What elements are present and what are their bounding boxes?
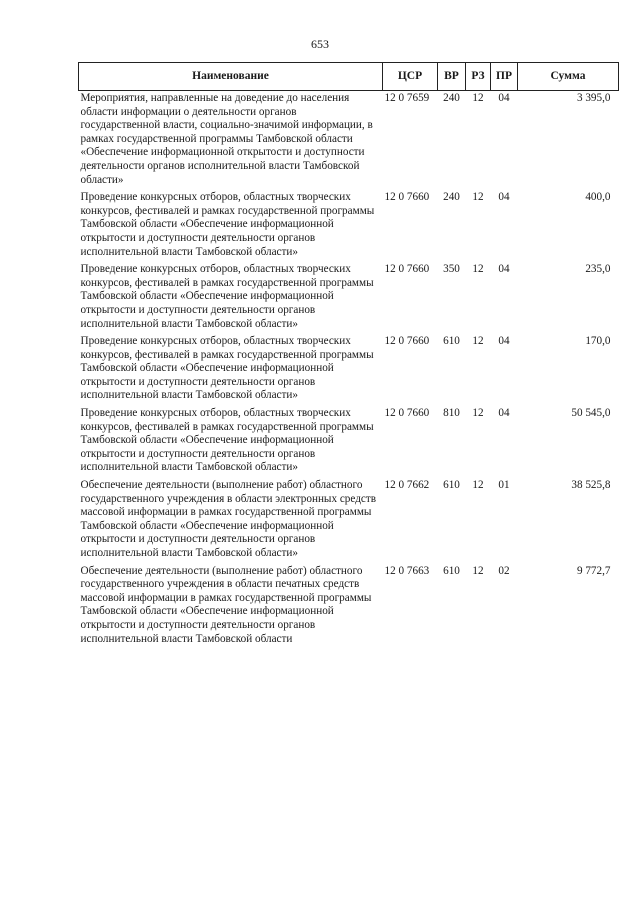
row-csr: 12 0 7660 [384,407,430,420]
row-name: Проведение конкурсных отборов, областных творческих конкурсов, фестивалей в рамках государственной программы Тамбовской области «Обеспечение информационной открытости и доступности деятельности органов исполнительной власти Тамбовской области» [80,335,374,402]
row-pr: 02 [498,564,510,577]
row-pr: 04 [498,335,510,348]
header-vr: ВР [438,63,466,91]
row-name: Обеспечение деятельности (выполнение работ) областного государственного учреждения в области печатных средств массовой информации в рамках государственной программы Тамбовской области «Обеспечение информационной открытости и доступности деятельности органов исполнительной власти Тамбовской области [80,564,372,645]
row-sum: 3 395,0 [576,92,611,104]
budget-table [78,62,619,649]
table-row [79,334,619,406]
page-number: 653 [311,37,329,51]
row-sum: 38 525,8 [571,479,611,492]
row-csr: 12 0 7659 [384,92,430,104]
header-csr: ЦСР [383,63,438,91]
row-csr: 12 0 7660 [384,335,430,348]
header-name: Наименование [79,63,383,91]
table-row [79,91,619,191]
row-name: Мероприятия, направленные на доведение до населения области информации о деятельности органов государственной власти, социально-значимой информации, в рамках государственной программы Тамбовской области «Обеспечение информационной открытости и доступности деятельности органов исполнительной власти Тамбовской области» [80,92,373,186]
row-vr: 610 [443,564,460,577]
row-pr: 04 [498,407,510,420]
header-rz: РЗ [466,63,491,91]
row-name: Обеспечение деятельности (выполнение работ) областного государственного учреждения в области электронных средств массовой информации в рамках государственной программы Тамбовской области «Обеспечение информационной открытости и доступности деятельности органов исполнительной власти Тамбовской области» [80,479,377,559]
row-rz: 12 [472,191,484,204]
row-rz: 12 [472,92,484,104]
table-row [79,262,619,334]
row-pr: 04 [498,263,510,276]
row-name: Проведение конкурсных отборов, областных творческих конкурсов, фестивалей и рамках государственной программы Тамбовской области «Обеспечение информационной открытости и доступности деятельности органов исполнительной власти Тамбовской области» [80,191,375,258]
table-row [79,406,619,478]
header-sum: Сумма [518,63,619,91]
row-rz: 12 [472,335,484,348]
table-row [79,564,619,650]
row-csr: 12 0 7662 [384,479,430,492]
row-sum: 170,0 [585,335,611,348]
row-name: Проведение конкурсных отборов, областных творческих конкурсов, фестивалей в рамках государственной программы Тамбовской области «Обеспечение информационной открытости и доступности деятельности органов исполнительной власти Тамбовской области» [80,407,374,474]
row-sum: 235,0 [585,263,611,276]
row-rz: 12 [472,479,484,492]
row-csr: 12 0 7663 [384,564,430,577]
table-row [79,478,619,564]
row-rz: 12 [472,263,484,276]
row-pr: 04 [498,92,510,104]
row-vr: 810 [443,407,460,420]
row-sum: 9 772,7 [576,564,611,577]
row-vr: 610 [443,335,460,348]
table-header-row [79,63,619,91]
row-rz: 12 [472,407,484,420]
row-csr: 12 0 7660 [384,191,430,204]
row-vr: 350 [443,263,460,276]
row-vr: 240 [443,92,460,104]
row-sum: 400,0 [585,191,611,204]
row-vr: 240 [443,191,460,204]
table-row [79,190,619,262]
row-sum: 50 545,0 [571,407,611,420]
row-rz: 12 [472,564,484,577]
row-vr: 610 [443,479,460,492]
row-pr: 04 [498,191,510,204]
header-pr: ПР [491,63,518,91]
row-name: Проведение конкурсных отборов, областных творческих конкурсов, фестивалей в рамках государственной программы Тамбовской области «Обеспечение информационной открытости и доступности деятельности органов исполнительной власти Тамбовской области» [80,263,374,330]
row-pr: 01 [498,479,510,492]
row-csr: 12 0 7660 [384,263,430,276]
